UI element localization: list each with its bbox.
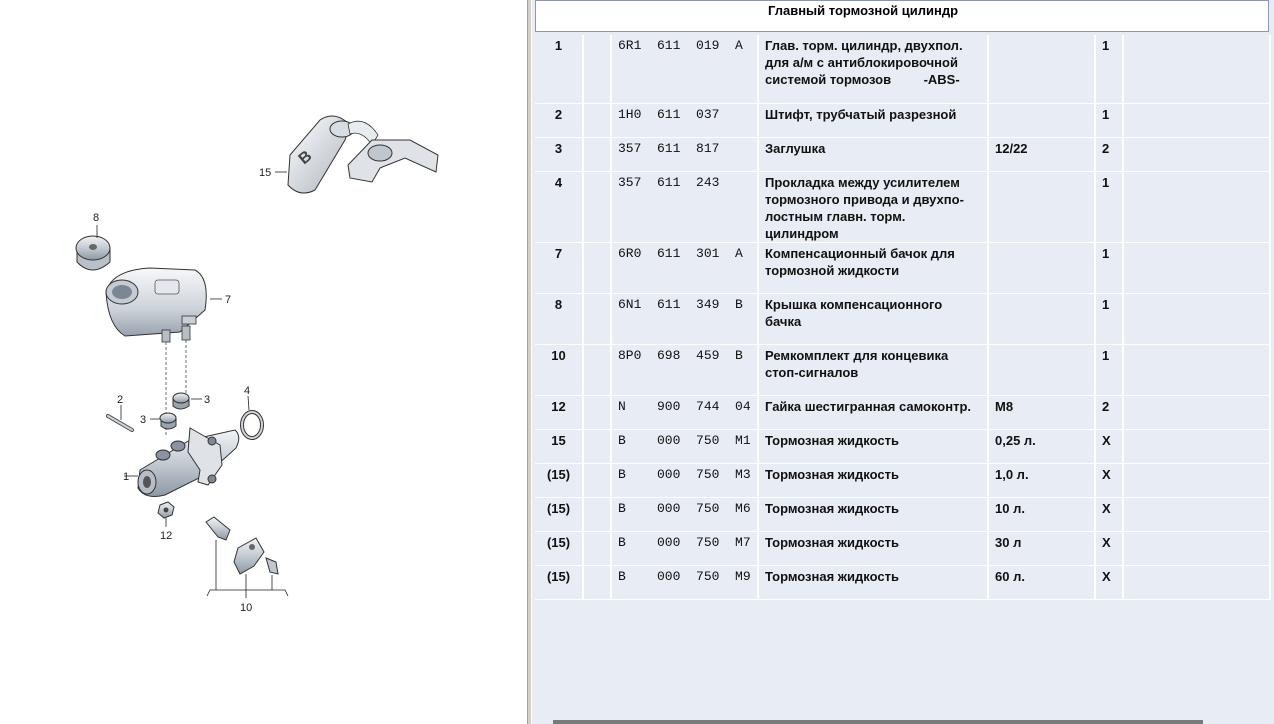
table-row[interactable] <box>535 103 1270 137</box>
part-number: N 900 744 04 <box>611 395 758 429</box>
part-spec <box>988 171 1095 242</box>
part-quantity: 1 <box>1095 171 1123 242</box>
part-description: Ремкомплект для концевика стоп-сигналов <box>758 344 988 395</box>
part-position: (15) <box>535 565 583 599</box>
row-marker <box>583 565 611 599</box>
part-description: Тормозная жидкость <box>758 429 988 463</box>
part-notes <box>1123 344 1270 395</box>
part-notes <box>1123 497 1270 531</box>
group-header <box>535 0 1269 32</box>
part-spec: 30 л <box>988 531 1095 565</box>
part-quantity: 2 <box>1095 137 1123 171</box>
part-position: 3 <box>535 137 583 171</box>
row-marker <box>583 395 611 429</box>
part-number: B 000 750 M9 <box>611 565 758 599</box>
part-number: 1H0 611 037 <box>611 103 758 137</box>
part-position: 12 <box>535 395 583 429</box>
row-marker <box>583 137 611 171</box>
part-description: Тормозная жидкость <box>758 497 988 531</box>
part-spec: 0,25 л. <box>988 429 1095 463</box>
part-number: 6N1 611 349 B <box>611 293 758 344</box>
table-row[interactable] <box>535 395 1270 429</box>
part-notes <box>1123 137 1270 171</box>
part-spec: 1,0 л. <box>988 463 1095 497</box>
part-description: Крышка компенсационного бачка <box>758 293 988 344</box>
row-marker <box>583 171 611 242</box>
callout-3a: 3 <box>204 394 211 406</box>
part-notes <box>1123 531 1270 565</box>
part-notes <box>1123 463 1270 497</box>
part-position: 4 <box>535 171 583 242</box>
part-spec: 10 л. <box>988 497 1095 531</box>
parts-table <box>535 35 1271 600</box>
part-notes <box>1123 103 1270 137</box>
part-number: B 000 750 M6 <box>611 497 758 531</box>
part-quantity: 1 <box>1095 344 1123 395</box>
svg-text:B: B <box>295 147 316 169</box>
row-marker <box>583 429 611 463</box>
part-description: Прокладка между усилителем тормозного привода и двухпо- лостным главн. торм. цилиндром <box>758 171 988 242</box>
table-row[interactable] <box>535 429 1270 463</box>
part-position: (15) <box>535 531 583 565</box>
brake-fluid-bottle-illustration <box>259 116 438 193</box>
part-quantity: 1 <box>1095 103 1123 137</box>
part-number: 6R1 611 019 A <box>611 35 758 103</box>
part-spec <box>988 242 1095 293</box>
part-quantity: X <box>1095 497 1123 531</box>
row-marker <box>583 293 611 344</box>
part-position: 10 <box>535 344 583 395</box>
part-position: 15 <box>535 429 583 463</box>
callout-3b: 3 <box>140 414 147 426</box>
reservoir-cap-illustration <box>76 212 110 270</box>
part-description: Тормозная жидкость <box>758 463 988 497</box>
table-row[interactable] <box>535 344 1270 395</box>
compensation-reservoir-illustration <box>106 268 231 342</box>
part-notes <box>1123 429 1270 463</box>
table-row[interactable] <box>535 35 1270 103</box>
part-quantity: X <box>1095 429 1123 463</box>
part-notes <box>1123 395 1270 429</box>
part-spec: 12/22 <box>988 137 1095 171</box>
part-description: Глав. торм. цилиндр, двухпол. для а/м с антиблокировочной системой тормозов -ABS- <box>758 35 988 103</box>
part-number: 357 611 817 <box>611 137 758 171</box>
part-position: 1 <box>535 35 583 103</box>
gasket-illustration <box>242 385 262 438</box>
part-spec <box>988 293 1095 344</box>
parts-diagram <box>0 0 527 724</box>
row-marker <box>583 35 611 103</box>
part-position: (15) <box>535 497 583 531</box>
part-description: Тормозная жидкость <box>758 565 988 599</box>
part-number: 8P0 698 459 B <box>611 344 758 395</box>
part-description: Компенсационный бачок для тормозной жидкости <box>758 242 988 293</box>
row-marker <box>583 103 611 137</box>
part-notes <box>1123 565 1270 599</box>
table-row[interactable] <box>535 531 1270 565</box>
parts-table-body <box>535 35 1270 599</box>
part-spec: 60 л. <box>988 565 1095 599</box>
callout-2: 2 <box>117 394 124 406</box>
callout-8: 8 <box>93 212 100 224</box>
part-quantity: X <box>1095 531 1123 565</box>
table-row[interactable] <box>535 497 1270 531</box>
row-marker <box>583 463 611 497</box>
horizontal-scrollbar[interactable] <box>553 720 1203 724</box>
table-row[interactable] <box>535 293 1270 344</box>
part-number: B 000 750 M1 <box>611 429 758 463</box>
row-marker <box>583 531 611 565</box>
part-position: 8 <box>535 293 583 344</box>
brake-light-switch-kit-illustration <box>206 517 288 614</box>
part-spec: M8 <box>988 395 1095 429</box>
part-notes <box>1123 242 1270 293</box>
plug-illustration <box>140 393 210 429</box>
part-number: B 000 750 M3 <box>611 463 758 497</box>
part-position: 2 <box>535 103 583 137</box>
part-spec <box>988 103 1095 137</box>
table-row[interactable] <box>535 171 1270 242</box>
master-cylinder-illustration <box>123 428 239 496</box>
part-notes <box>1123 171 1270 242</box>
part-quantity: 1 <box>1095 242 1123 293</box>
part-spec <box>988 35 1095 103</box>
part-description: Гайка шестигранная самоконтр. <box>758 395 988 429</box>
part-number: 357 611 243 <box>611 171 758 242</box>
row-marker <box>583 242 611 293</box>
callout-1: 1 <box>123 471 130 483</box>
roll-pin-illustration <box>108 394 132 430</box>
part-description: Заглушка <box>758 137 988 171</box>
table-row[interactable] <box>535 242 1270 293</box>
table-row[interactable] <box>535 137 1270 171</box>
part-number: 6R0 611 301 A <box>611 242 758 293</box>
part-position: 7 <box>535 242 583 293</box>
part-quantity: 2 <box>1095 395 1123 429</box>
part-number: B 000 750 M7 <box>611 531 758 565</box>
group-title: Главный тормозной цилиндр <box>768 3 959 18</box>
exploded-view-drawing <box>0 0 527 724</box>
part-notes <box>1123 293 1270 344</box>
part-quantity: 1 <box>1095 35 1123 103</box>
part-quantity: 1 <box>1095 293 1123 344</box>
part-description: Тормозная жидкость <box>758 531 988 565</box>
table-row[interactable] <box>535 565 1270 599</box>
part-description: Штифт, трубчатый разрезной <box>758 103 988 137</box>
part-quantity: X <box>1095 463 1123 497</box>
callout-12: 12 <box>160 530 173 542</box>
parts-table-container <box>535 35 1271 600</box>
row-marker <box>583 497 611 531</box>
hex-nut-illustration <box>158 502 174 542</box>
callout-7: 7 <box>225 294 232 306</box>
callout-10: 10 <box>240 602 253 614</box>
callout-4: 4 <box>244 385 251 397</box>
parts-list-pane <box>532 0 1274 724</box>
part-position: (15) <box>535 463 583 497</box>
callout-15: 15 <box>259 167 272 179</box>
part-quantity: X <box>1095 565 1123 599</box>
part-spec <box>988 344 1095 395</box>
row-marker <box>583 344 611 395</box>
table-row[interactable] <box>535 463 1270 497</box>
part-notes <box>1123 35 1270 103</box>
